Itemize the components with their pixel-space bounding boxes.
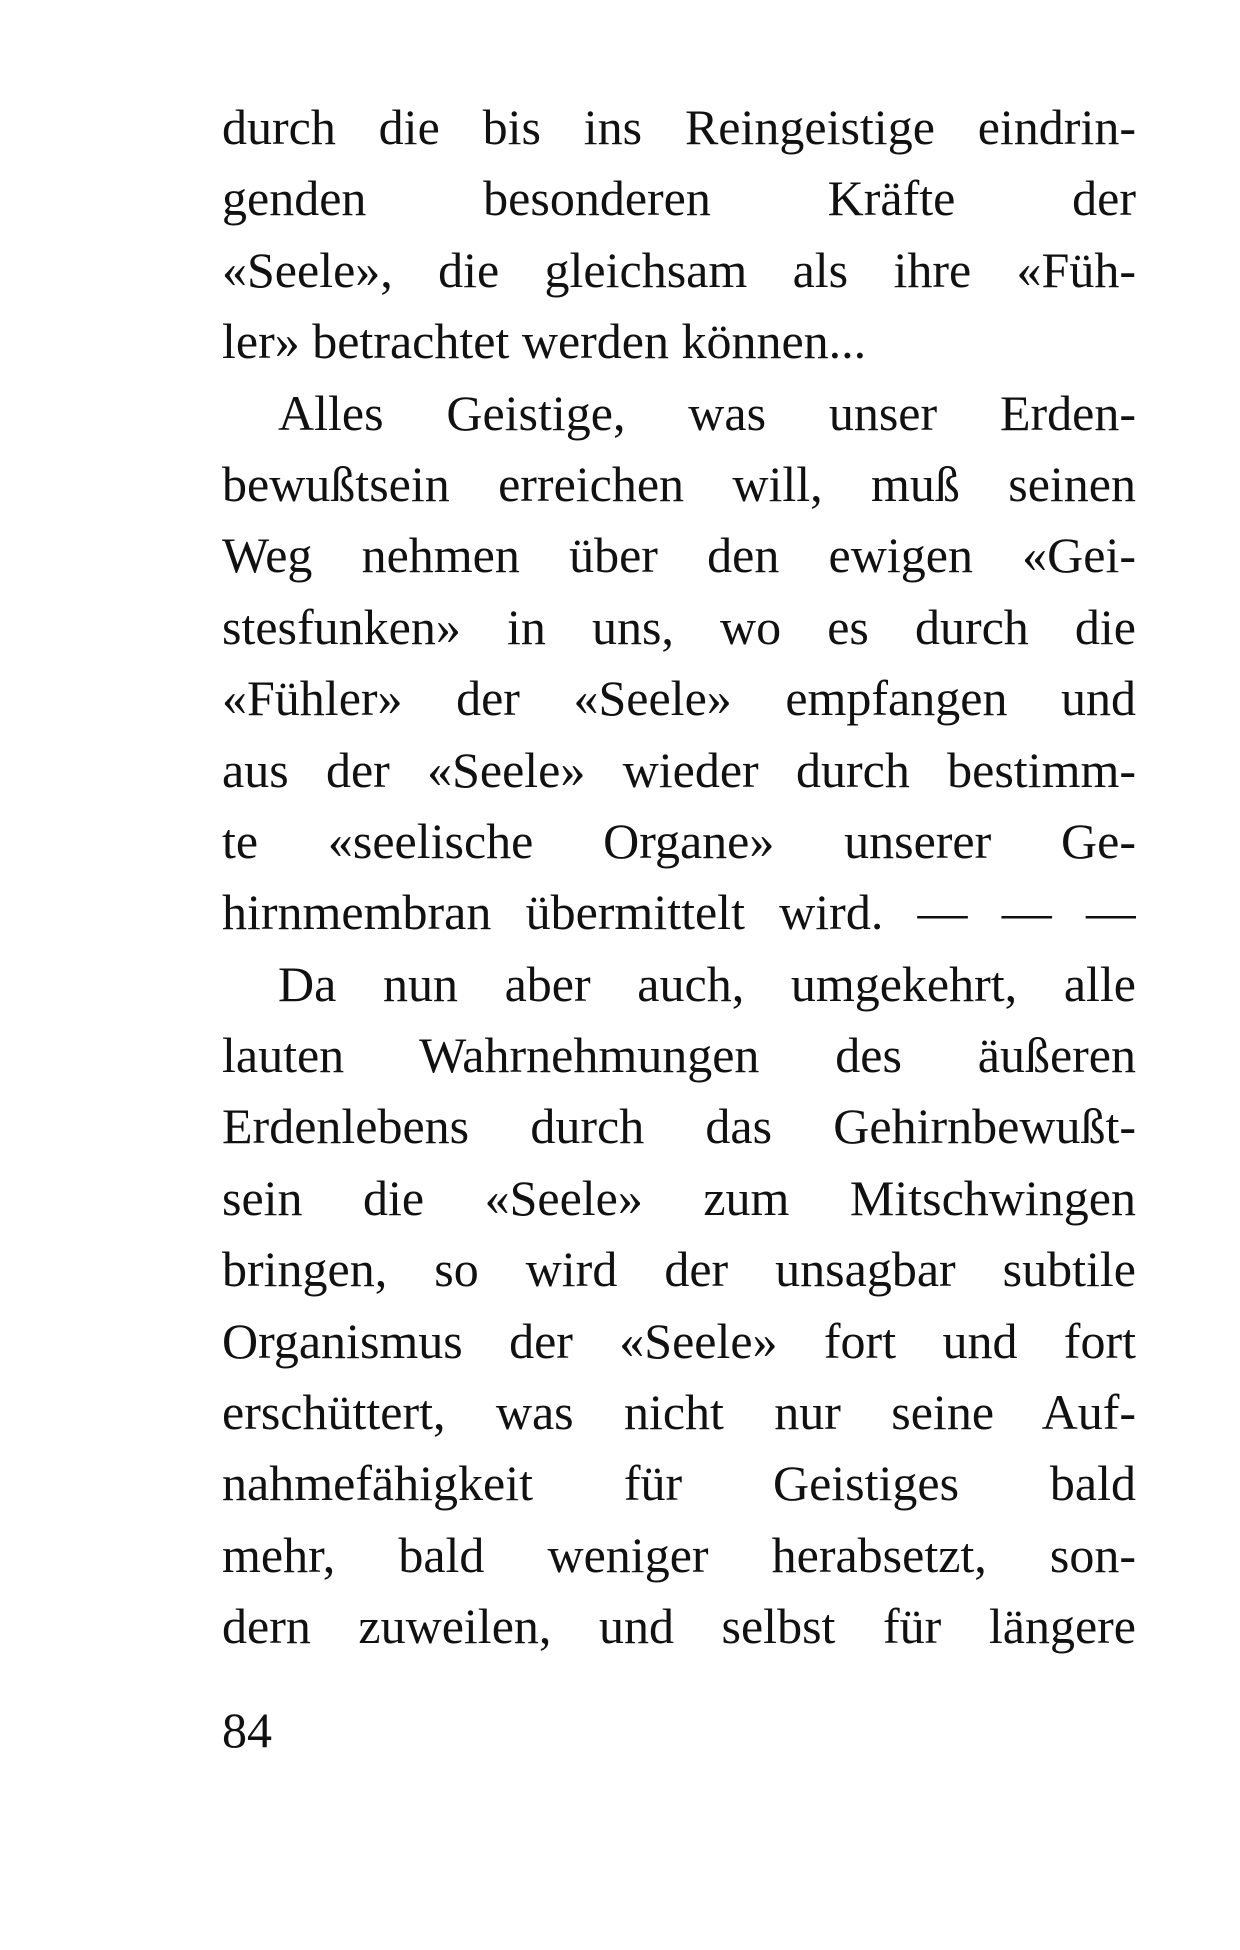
text-line: durch die bis ins Reingeistige eindrin-: [222, 99, 1136, 155]
text-line: te «seelische Organe» unserer Ge-: [222, 812, 1136, 869]
text-line: lauten Wahrnehmungen des äußeren: [222, 1027, 1136, 1084]
text-line: genden besonderen Kräfte der: [222, 170, 1136, 227]
body-text: [222, 92, 1136, 1663]
text-line: ler» betrachtet werden können...: [222, 313, 867, 370]
text-line: sein die «Seele» zum Mitschwingen: [222, 1169, 1136, 1226]
text-line: bringen, so wird der unsagbar subtile: [222, 1241, 1136, 1298]
text-line: dern zuweilen, und selbst für längere: [222, 1598, 1136, 1655]
text-line: Weg nehmen über den ewigen «Gei-: [222, 527, 1136, 584]
text-line: stesfunken» in uns, wo es durch die: [222, 598, 1136, 655]
text-line: «Seele», die gleichsam als ihre «Füh-: [222, 241, 1136, 298]
text-line: Erdenlebens durch das Gehirnbewußt-: [222, 1098, 1136, 1155]
text-line: «Fühler» der «Seele» empfangen und: [222, 670, 1136, 727]
text-line: Da nun aber auch, umgekehrt, alle: [278, 955, 1136, 1012]
text-line: erschüttert, was nicht nur seine Auf-: [222, 1384, 1136, 1441]
text-line: Alles Geistige, was unser Erden-: [278, 384, 1136, 441]
text-line: nahmefähigkeit für Geistiges bald: [222, 1455, 1136, 1512]
text-line: aus der «Seele» wieder durch bestimm-: [222, 741, 1136, 798]
text-line: Organismus der «Seele» fort und fort: [222, 1312, 1136, 1369]
text-line: hirnmembran übermittelt wird. — — —: [222, 884, 1136, 941]
text-line: mehr, bald weniger herabsetzt, son-: [222, 1526, 1136, 1583]
text-line: bewußtsein erreichen will, muß seinen: [222, 455, 1136, 512]
page-number: 84: [222, 1702, 272, 1758]
